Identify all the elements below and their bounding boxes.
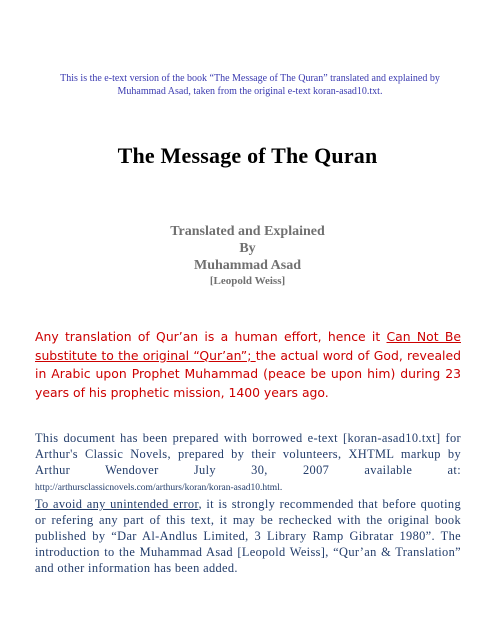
- header-note: [30, 72, 470, 98]
- info-text-1: This document has been prepared with borrowed e-text [koran-asad10.txt] for Arthur's Classic Novels, prepared by their volunteers, XHTML markup by Arthur Wendover July 30, 2007 available at:: [35, 431, 461, 477]
- disclaimer-underlined-text: Can Not Be substitute to the original “Qur’an”;: [35, 329, 461, 363]
- info-underlined-text: To avoid any unintended error: [35, 497, 199, 511]
- info-text-2: , it is strongly recommended that before quoting or refering any part of this text, it may be rechecked with the original book published by “Dar Al-Andlus Limited, 3 Library Ramp Gibratar 1980”. The introduction to the Muhammad Asad [Leopold Weiss], “Qur’an & Translation” and other information has been added.: [35, 497, 461, 575]
- byline-author: Muhammad Asad: [194, 258, 301, 273]
- byline: [0, 223, 495, 288]
- header-note-line-2: Muhammad Asad, taken from the original e-text koran-asad10.txt.: [117, 86, 383, 97]
- byline-alias: [Leopold Weiss]: [209, 275, 286, 287]
- document-title: The Message of The Quran: [117, 143, 378, 168]
- byline-by: By: [239, 241, 256, 256]
- info-paragraph-2: [35, 496, 461, 576]
- info-block: [35, 430, 461, 576]
- source-url-link[interactable]: http://arthursclassicnovels.com/arthurs/koran/koran-asad10.html.: [35, 483, 283, 493]
- disclaimer-text-2: the actual word of God, revealed in Arabic upon Prophet Muhammad (peace be upon him) during 23 years of his prophetic mission, 1400 years ago.: [35, 347, 461, 400]
- info-paragraph-1: [35, 430, 461, 496]
- disclaimer-text-1: Any translation of Qur’an is a human effort, hence it: [35, 329, 387, 344]
- disclaimer-paragraph: [35, 328, 461, 402]
- byline-translated: Translated and Explained: [170, 224, 325, 239]
- header-note-line-1: This is the e-text version of the book “The Message of The Quran” translated and explained by: [60, 73, 440, 84]
